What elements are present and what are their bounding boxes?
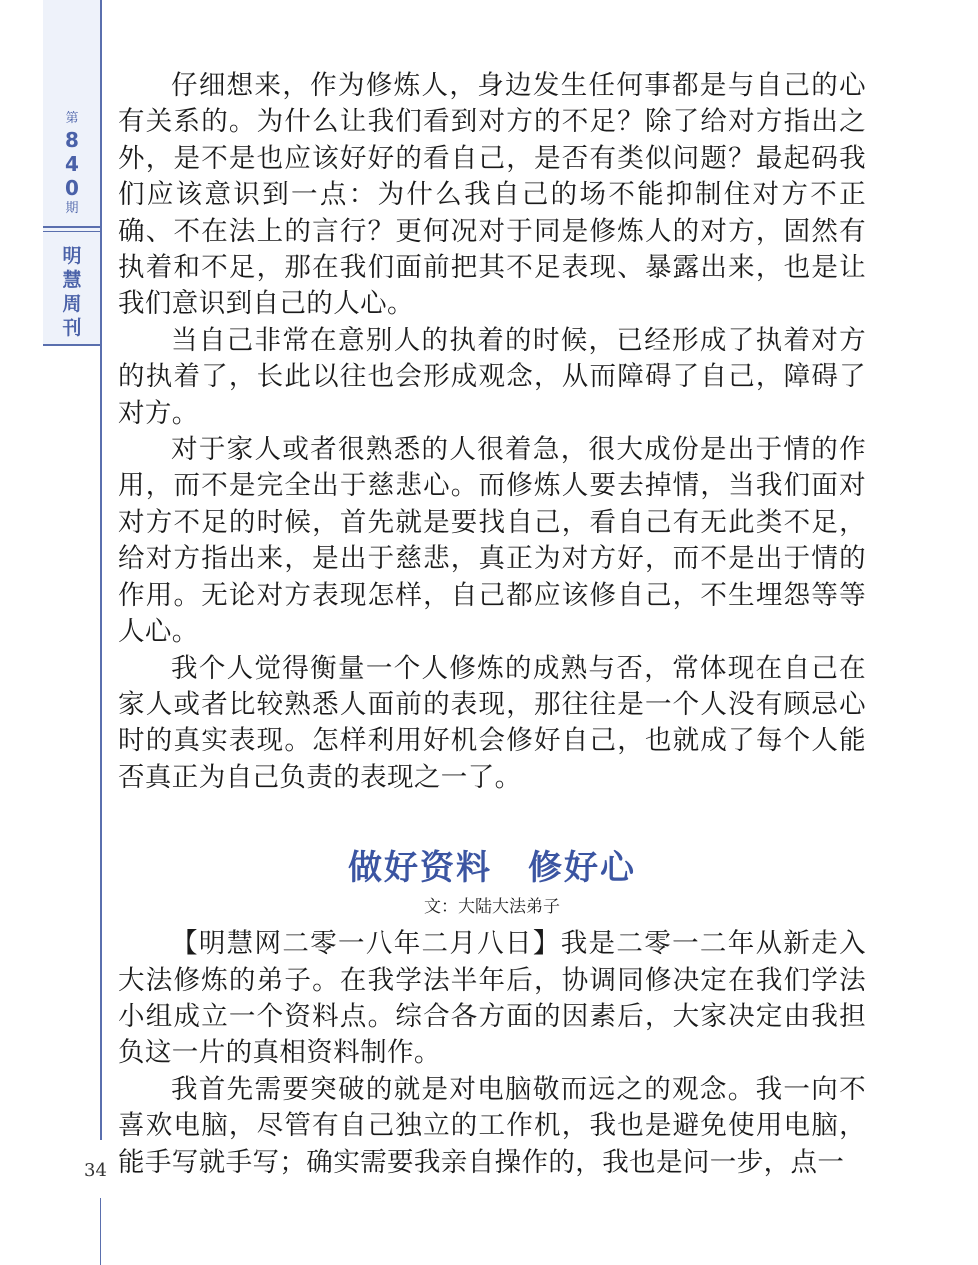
- magazine-char: 明: [62, 245, 82, 267]
- article-paragraph: 【明慧网二零一八年二月八日】我是二零一二年从新走入大法修炼的弟子。在我学法半年后，协调同修决定在我们学法小组成立一个资料点。综合各方面的因素后，大家决定由我担负这一片的真相资料制作。: [118, 928, 866, 1069]
- issue-digit: 4: [65, 152, 79, 176]
- issue-number: [43, 110, 101, 218]
- body-paragraph: 对于家人或者很熟悉的人很着急，很大成份是出于情的作用，而不是完全出于慈悲心。而修炼人要去掉情，当我们面对对方不足的时候，首先就是要找自己，看自己有无此类不足，给对方指出来，是出于慈悲，真正为对方好，而不是出于情的作用。无论对方表现怎样，自己都应该修自己，不生埋怨等等人心。: [118, 434, 866, 648]
- sidebar-divider: [43, 231, 101, 232]
- issue-digit: 8: [65, 128, 79, 152]
- magazine-name: [43, 244, 101, 340]
- magazine-char: 刊: [62, 317, 82, 339]
- issue-suffix: 期: [65, 201, 79, 216]
- issue-prefix: 第: [65, 111, 79, 126]
- page-body: [118, 68, 866, 1181]
- sidebar-divider: [43, 344, 101, 346]
- magazine-char: 周: [62, 293, 82, 315]
- body-paragraph: 当自己非常在意别人的执着的时候，已经形成了执着对方的执着了，长此以往也会形成观念，从而障碍了自己，障碍了对方。: [118, 324, 866, 429]
- margin-rule-bottom: [100, 1198, 101, 1265]
- page-number: 34: [84, 1160, 107, 1181]
- issue-digit: 0: [65, 176, 79, 200]
- body-paragraph: 仔细想来，作为修炼人，身边发生任何事都是与自己的心有关系的。为什么让我们看到对方的不足？除了给对方指出之外，是不是也应该好好的看自己，是否有类似问题？最起码我们应该意识到一点：为什么我自己的场不能抑制住对方不正确、不在法上的言行？更何况对于同是修炼人的对方，固然有执着和不足，那在我们面前把其不足表现、暴露出来，也是让我们意识到自己的人心。: [118, 70, 866, 320]
- magazine-char: 慧: [62, 269, 82, 291]
- article-byline: 文：大陆大法弟子: [424, 897, 560, 918]
- article-paragraph: 我首先需要突破的就是对电脑敬而远之的观念。我一向不喜欢电脑，尽管有自己独立的工作机，我也是避免使用电脑，能手写就手写；确实需要我亲自操作的，我也是问一步，点一: [118, 1073, 866, 1178]
- sidebar-divider: [43, 226, 101, 228]
- body-paragraph: 我个人觉得衡量一个人修炼的成熟与否，常体现在自己在家人或者比较熟悉人面前的表现，那往往是一个人没有顾忌心时的真实表现。怎样利用好机会修好自己，也就成了每个人能否真正为自己负责的表现之一了。: [118, 652, 866, 793]
- article-title: 做好资料 修好心: [348, 848, 636, 889]
